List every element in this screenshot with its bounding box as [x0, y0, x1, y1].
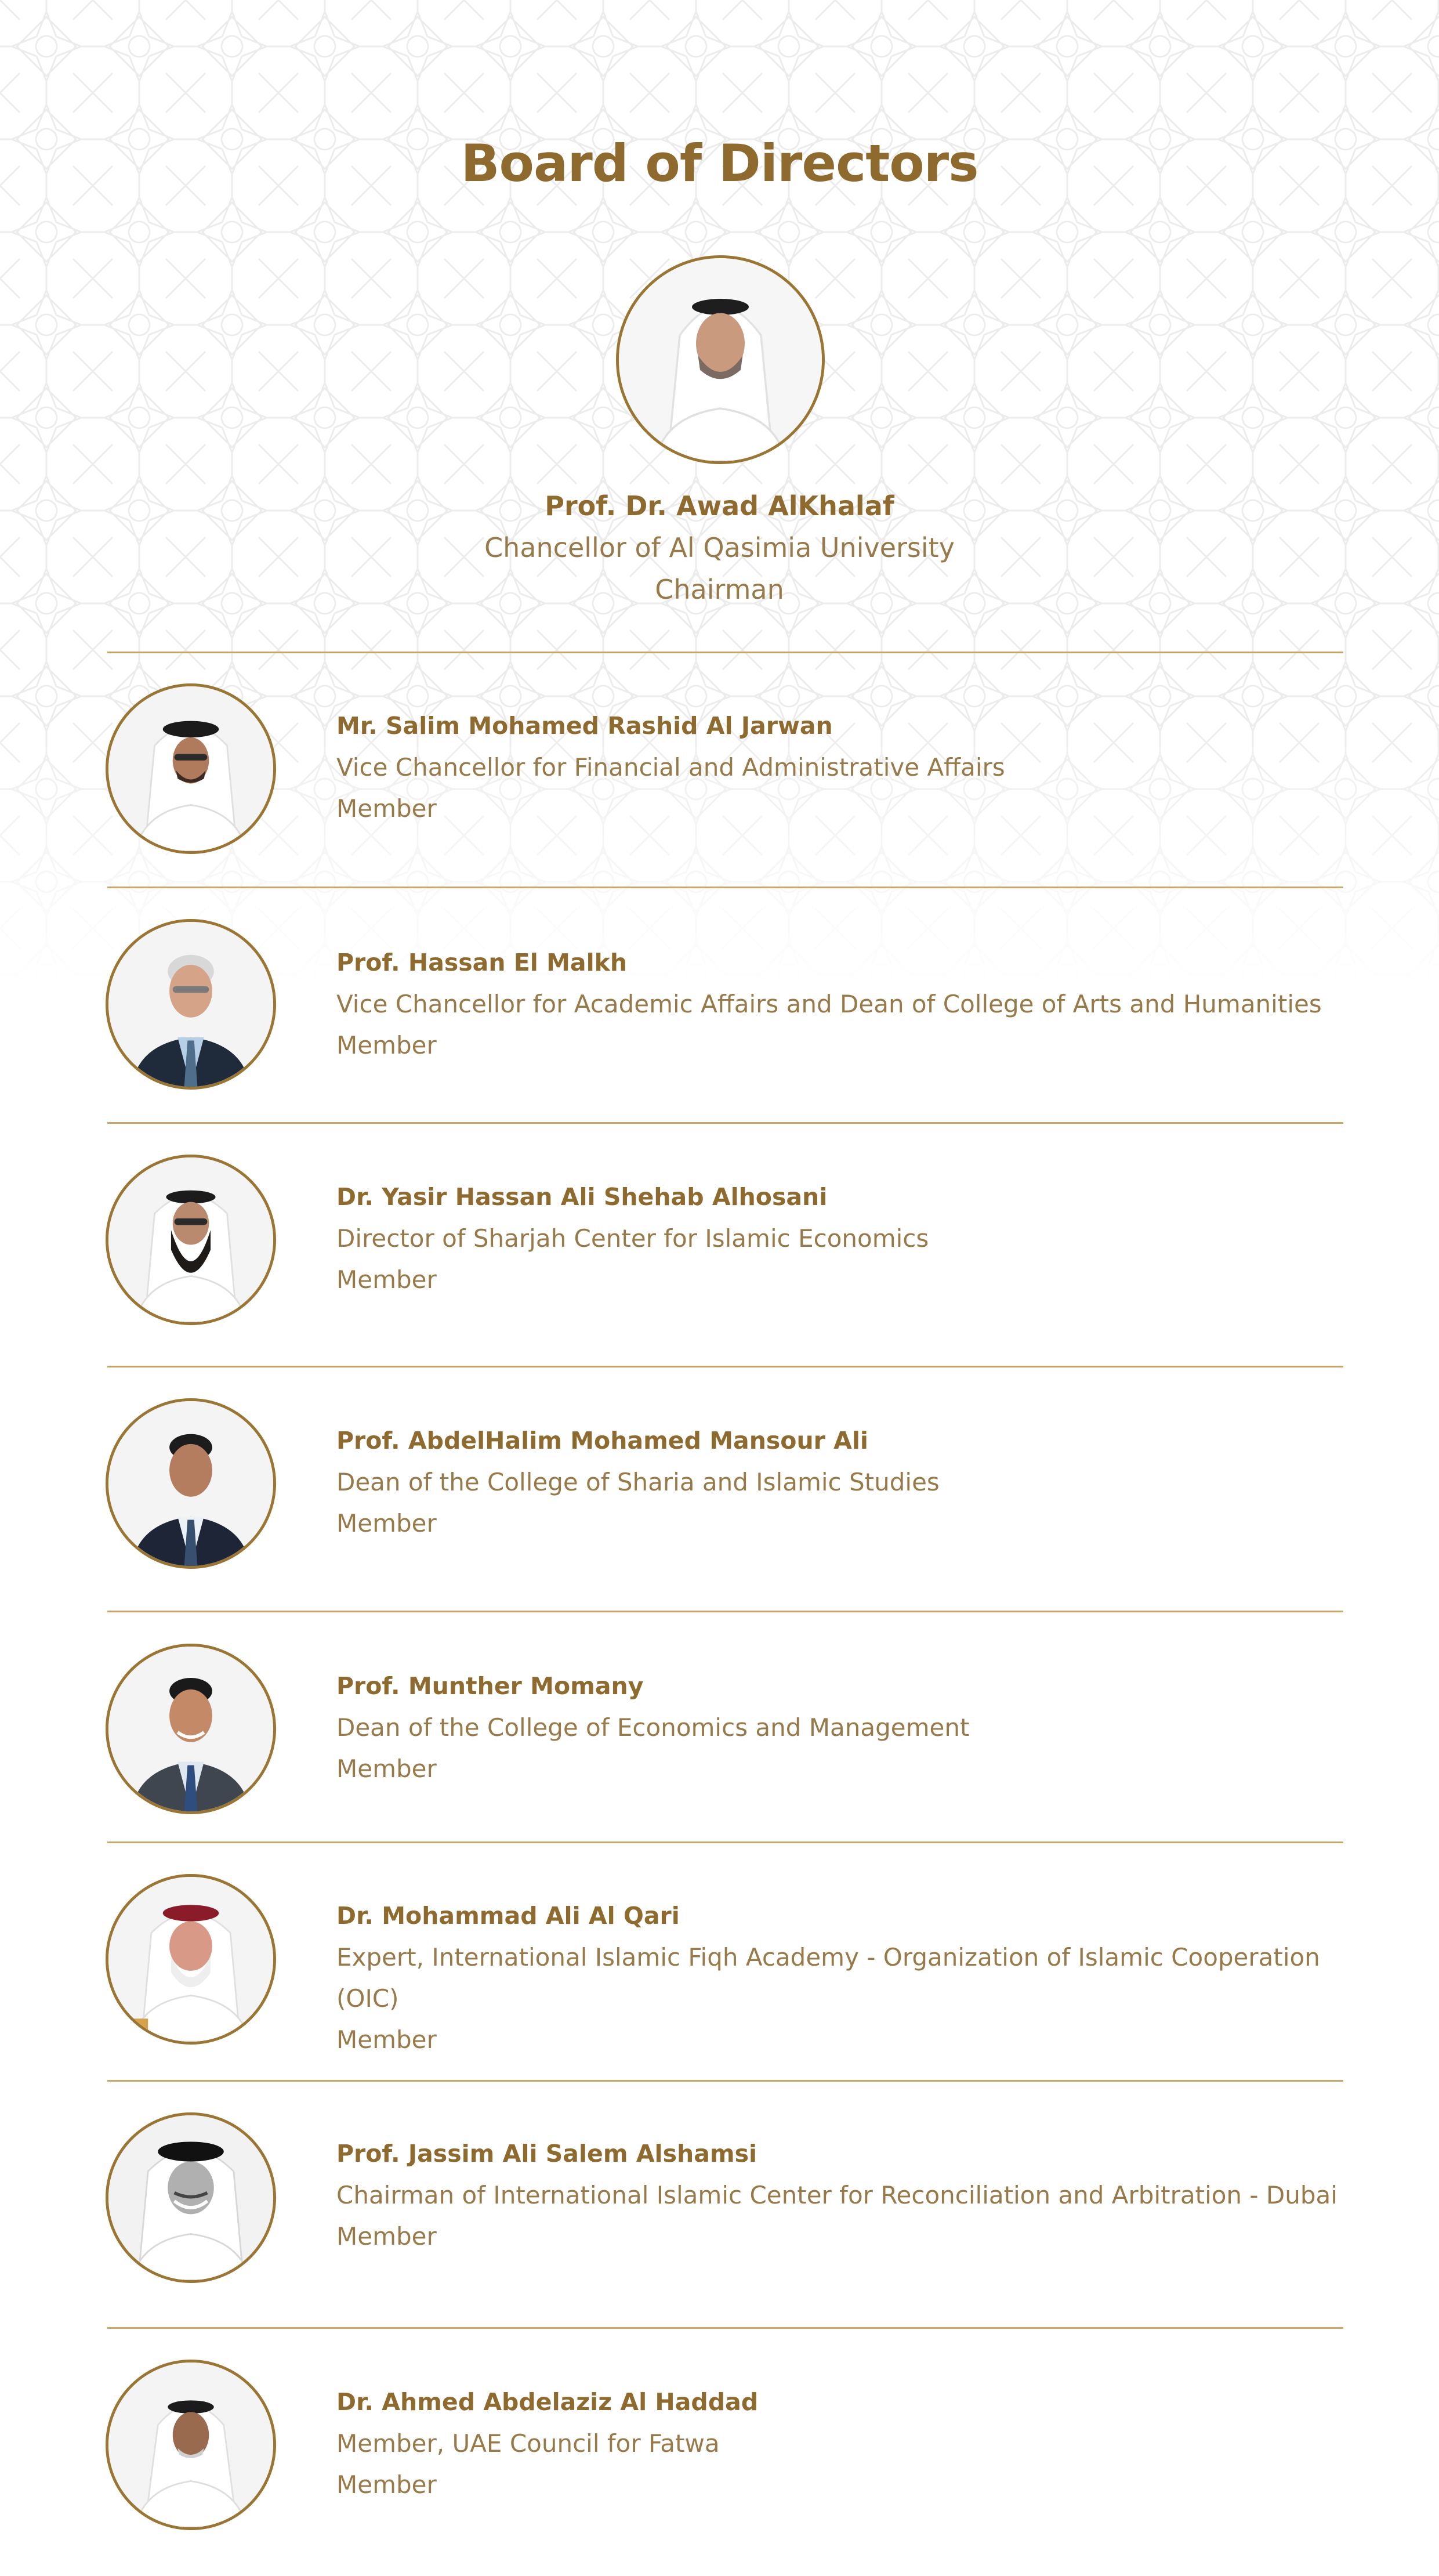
chairman-photo: [616, 255, 825, 464]
member-photo: [106, 683, 276, 854]
member-info: [336, 2133, 1357, 2257]
member-info: [336, 705, 1357, 829]
member-position: Member: [336, 1509, 437, 1537]
divider: [107, 2080, 1343, 2082]
member-photo: [106, 919, 276, 1090]
divider: [107, 1122, 1343, 1124]
member-position: Member: [336, 2222, 437, 2251]
member-position: Member: [336, 1754, 437, 1783]
divider: [107, 1841, 1343, 1843]
person-icon: [108, 2115, 273, 2280]
member-photo: [106, 1398, 276, 1569]
member-name: Prof. Jassim Ali Salem Alshamsi: [336, 2140, 757, 2168]
member-info: [336, 1420, 1357, 1544]
member-role: Chairman of International Islamic Center for Reconciliation and Arbitration - Dubai: [336, 2181, 1337, 2209]
member-info: [336, 1176, 1357, 1300]
member-role: Director of Sharjah Center for Islamic Economics: [336, 1224, 929, 1253]
chairman-role: Chancellor of Al Qasimia University: [484, 532, 955, 563]
person-icon: [108, 922, 273, 1087]
member-role: Expert, International Islamic Fiqh Academy - Organization of Islamic Cooperation (OIC): [336, 1943, 1320, 2013]
member-name: Mr. Salim Mohamed Rashid Al Jarwan: [336, 712, 833, 740]
divider: [107, 652, 1343, 653]
divider: [107, 887, 1343, 888]
person-icon: [108, 1647, 273, 1811]
member-name: Dr. Mohammad Ali Al Qari: [336, 1902, 680, 1930]
member-photo: [106, 1644, 276, 1814]
person-icon: [108, 2362, 273, 2527]
member-position: Member: [336, 1265, 437, 1294]
member-photo: [106, 2112, 276, 2283]
member-name: Prof. Hassan El Malkh: [336, 949, 628, 976]
member-position: Member: [336, 794, 437, 823]
member-position: Member: [336, 1031, 437, 1059]
member-photo: [106, 2360, 276, 2530]
page-title: Board of Directors: [461, 133, 978, 193]
member-role: Member, UAE Council for Fatwa: [336, 2429, 720, 2458]
member-position: Member: [336, 2025, 437, 2054]
member-info: [336, 1895, 1357, 2060]
member-name: Prof. AbdelHalim Mohamed Mansour Ali: [336, 1427, 868, 1455]
member-info: [336, 1665, 1357, 1789]
person-icon: [108, 686, 273, 851]
member-name: Prof. Munther Momany: [336, 1672, 644, 1700]
person-icon: [108, 1401, 273, 1566]
member-info: [336, 2381, 1357, 2505]
member-role: Dean of the College of Sharia and Islamic Studies: [336, 1468, 940, 1496]
divider: [107, 1366, 1343, 1367]
divider: [107, 1611, 1343, 1612]
member-photo: [106, 1874, 276, 2045]
member-position: Member: [336, 2470, 437, 2499]
member-role: Dean of the College of Economics and Management: [336, 1713, 970, 1742]
divider: [107, 2327, 1343, 2329]
person-icon: [108, 1877, 273, 2042]
member-photo: [106, 1155, 276, 1325]
person-icon: [619, 258, 822, 461]
member-name: Dr. Yasir Hassan Ali Shehab Alhosani: [336, 1183, 828, 1211]
member-info: [336, 942, 1357, 1066]
person-icon: [108, 1157, 273, 1322]
member-name: Dr. Ahmed Abdelaziz Al Haddad: [336, 2388, 759, 2416]
chairman-position: Chairman: [655, 574, 784, 605]
chairman-info: [0, 485, 1439, 610]
member-role: Vice Chancellor for Financial and Administrative Affairs: [336, 753, 1005, 782]
member-role: Vice Chancellor for Academic Affairs and Dean of College of Arts and Humanities: [336, 990, 1322, 1018]
chairman-name: Prof. Dr. Awad AlKhalaf: [545, 490, 894, 522]
